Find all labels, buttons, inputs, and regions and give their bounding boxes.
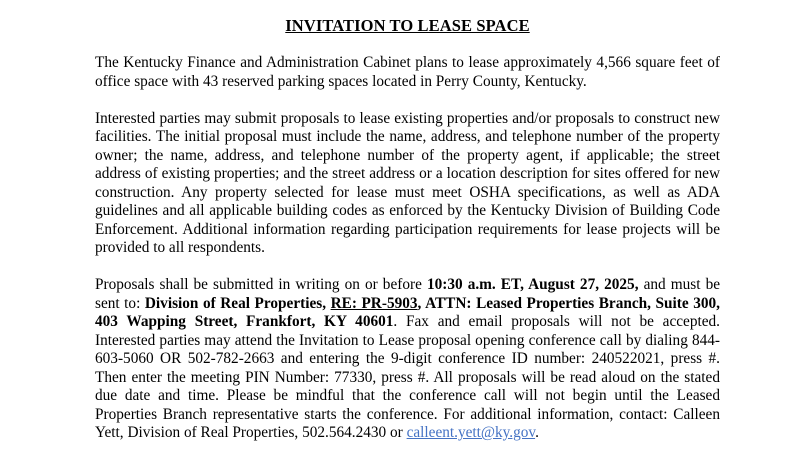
submission-intro-text: Proposals shall be submitted in writing on or before	[95, 276, 427, 293]
submission-sent-to-text: and must be sent to:	[95, 276, 721, 312]
mailing-address-text: , ATTN: Leased Properties Branch, Suite 300, 403 Wapping Street, Frankfort, KY 40601	[95, 294, 720, 330]
re-reference-text: RE: PR-5903	[330, 294, 418, 312]
closing-period: .	[535, 424, 539, 441]
division-text: Division of Real Properties,	[144, 294, 331, 312]
paragraph-overview: The Kentucky Finance and Administration Cabinet plans to lease approximately 4,566 square feet of office space with 43 reserved parking spaces located in Perry County, Kentucky.	[95, 54, 720, 90]
conference-details-text: . Fax and email proposals will not be accepted. Interested parties may attend the Invitation to Lease proposal opening conference call by dialing 844-603-5060 OR 502-782-2663 and entering the 9-digit conference ID number: 240522021, press #. Then enter the meeting PIN Number: 77330, press #. All proposals will be read aloud on the stated due date and time. Please be mindful that the conference call will not begin until the Leased Properties Branch representative starts the conference. For additional information, contact: Calleen Yett, Division of Real Properties, 502.564.2430 or	[95, 313, 720, 441]
deadline-text: 10:30 a.m. ET, August 27, 2025,	[426, 276, 639, 293]
contact-email-link[interactable]: calleent.yett@ky.gov	[406, 424, 536, 441]
paragraph-submission	[95, 276, 720, 443]
document-title: INVITATION TO LEASE SPACE	[285, 16, 530, 35]
paragraph-requirements: Interested parties may submit proposals to lease existing properties and/or proposals to construct new facilities. The initial proposal must include the name, address, and telephone number of the property owner; the name, address, and telephone number of the property agent, if applicable; the street address of existing properties; and the street address or a location description for sites offered for new construction. Any property selected for lease must meet OSHA specifications, as well as ADA guidelines and all applicable building codes as enforced by the Kentucky Division of Building Code Enforcement. Additional information regarding participation requirements for lease projects will be provided to all respondents.	[95, 109, 720, 256]
